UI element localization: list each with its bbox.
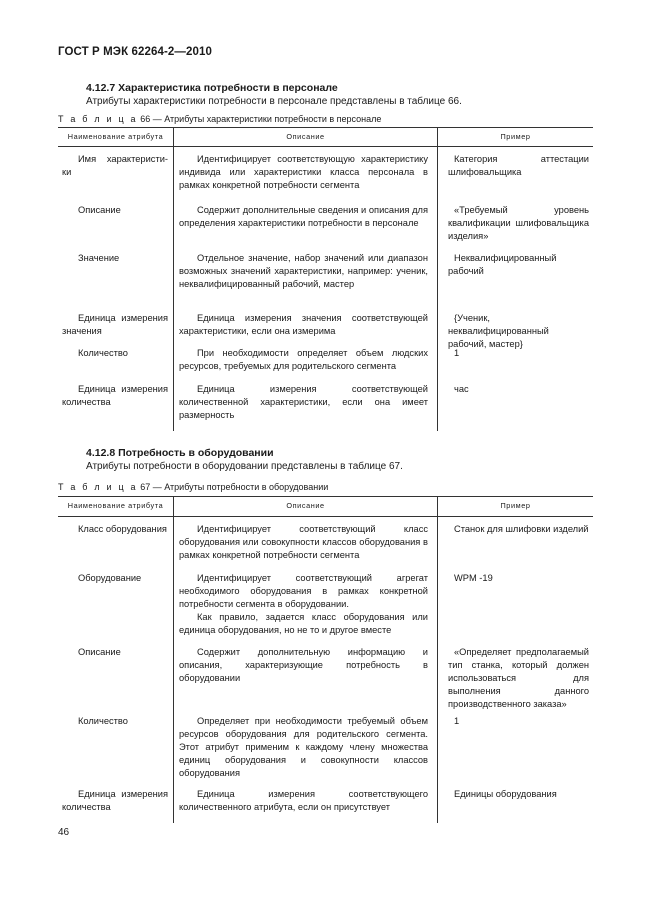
row-example: 1 [454, 716, 460, 726]
document-code: ГОСТ Р МЭК 62264-2—2010 [58, 46, 212, 58]
row-example: «Определяет предполагаемый тип станка, который должен использоваться для выполнения данного производственного заказа» [448, 647, 589, 709]
table-66-caption-prefix: Т а б л и ц а [58, 114, 138, 124]
row-name: Оборудование [78, 573, 142, 583]
table-67-col-name: Наименование атрибута [67, 501, 164, 510]
section-heading-4-12-7: 4.12.7 Характеристика потребности в персонале [86, 82, 338, 94]
row-description: Единица измерения значения соответствующей характеристики, если она измерима [179, 313, 428, 336]
row-name: Единица измерения количества [62, 384, 168, 407]
table-66-caption-text: 66 — Атрибуты характеристики потребности в персонале [140, 114, 382, 124]
row-description: Определяет при необходимости требуемый объем ресурсов оборудования для родительского сегмента. Этот атрибут применим к каждому члену множества единиц оборудования и совокупности классов оборудования [179, 716, 428, 778]
row-description: Идентифицирует соответствующую характеристику индивида или характеристики класса персонала в рамках конкретной потребности сегмента [179, 154, 428, 190]
table-66-caption [58, 114, 381, 124]
row-example: час [454, 384, 469, 394]
row-description: Единица измерения соответствующей количественной характеристики, если она имеет размерность [179, 384, 428, 420]
section-intro-4-12-7: Атрибуты характеристики потребности в персонале представлены в таблице 66. [86, 96, 462, 107]
table-67-caption-text: 67 — Атрибуты потребности в оборудовании [140, 482, 329, 492]
table-67-caption [58, 482, 328, 492]
row-name: Описание [78, 205, 121, 215]
section-heading-4-12-8: 4.12.8 Потребность в оборудовании [86, 447, 274, 459]
row-name: Единица измерения количества [62, 789, 168, 812]
row-description: Содержит дополнительные сведения и описания для определения характеристики потребности в персонале [179, 205, 428, 228]
row-example: «Требуемый уровень квалификации шлифовальщика изделия» [448, 205, 589, 241]
table-66-col-name: Наименование атрибута [67, 132, 164, 141]
table-67-col-desc: Описание [286, 501, 325, 510]
row-description: При необходимости определяет объем людских ресурсов, требуемых для родительского сегмента [179, 348, 428, 371]
row-description: Идентифицирует соответствующий класс оборудования или совокупности классов оборудования в рамках конкретной потребности сегмента [179, 524, 428, 560]
table-67-header [58, 496, 593, 515]
row-name: Единица измерения значения [62, 313, 168, 336]
table-67-caption-prefix: Т а б л и ц а [58, 482, 138, 492]
row-description: Единица измерения соответствующего количественного атрибута, если он присутствует [179, 789, 428, 812]
row-example: Неквалифицированный рабочий [448, 253, 557, 276]
row-example: Единицы оборудования [454, 789, 557, 799]
row-name: Класс оборудования [78, 524, 167, 534]
table-66-col-example: Пример [500, 132, 531, 141]
row-example: WPM -19 [454, 573, 493, 583]
table-67 [58, 496, 593, 823]
row-name: Имя характеристи-ки [62, 154, 168, 177]
row-example: Станок для шлифовки изделий [454, 524, 589, 534]
row-description: Отдельное значение, набор значений или диапазон возможных значений характеристики, например: ученик, неквалифицированный рабочий, мастер [179, 253, 428, 289]
table-67-col-example: Пример [500, 501, 531, 510]
row-example: {Ученик, неквалифицированный рабочий, мастер} [448, 313, 549, 349]
row-name: Описание [78, 647, 121, 657]
table-66-col-desc: Описание [286, 132, 325, 141]
row-name: Количество [78, 348, 128, 358]
row-description: Идентифицирует соответствующий агрегат необходимого оборудования в рамках конкретной потребности сегмента в оборудовании. Как правило, задается класс оборудования или единица оборудования, но не то и другое вместе [179, 573, 428, 635]
row-name: Значение [78, 253, 120, 263]
row-example: Категория аттестации шлифовальщика [448, 154, 589, 177]
row-description: Содержит дополнительную информацию и описания, характеризующие потребность в оборудовании [179, 647, 428, 683]
section-intro-4-12-8: Атрибуты потребности в оборудовании представлены в таблице 67. [86, 461, 403, 472]
row-example: 1 [454, 348, 460, 358]
row-name: Количество [78, 716, 128, 726]
page-number: 46 [58, 827, 70, 838]
table-66-header [58, 127, 593, 146]
table-66 [58, 127, 593, 431]
